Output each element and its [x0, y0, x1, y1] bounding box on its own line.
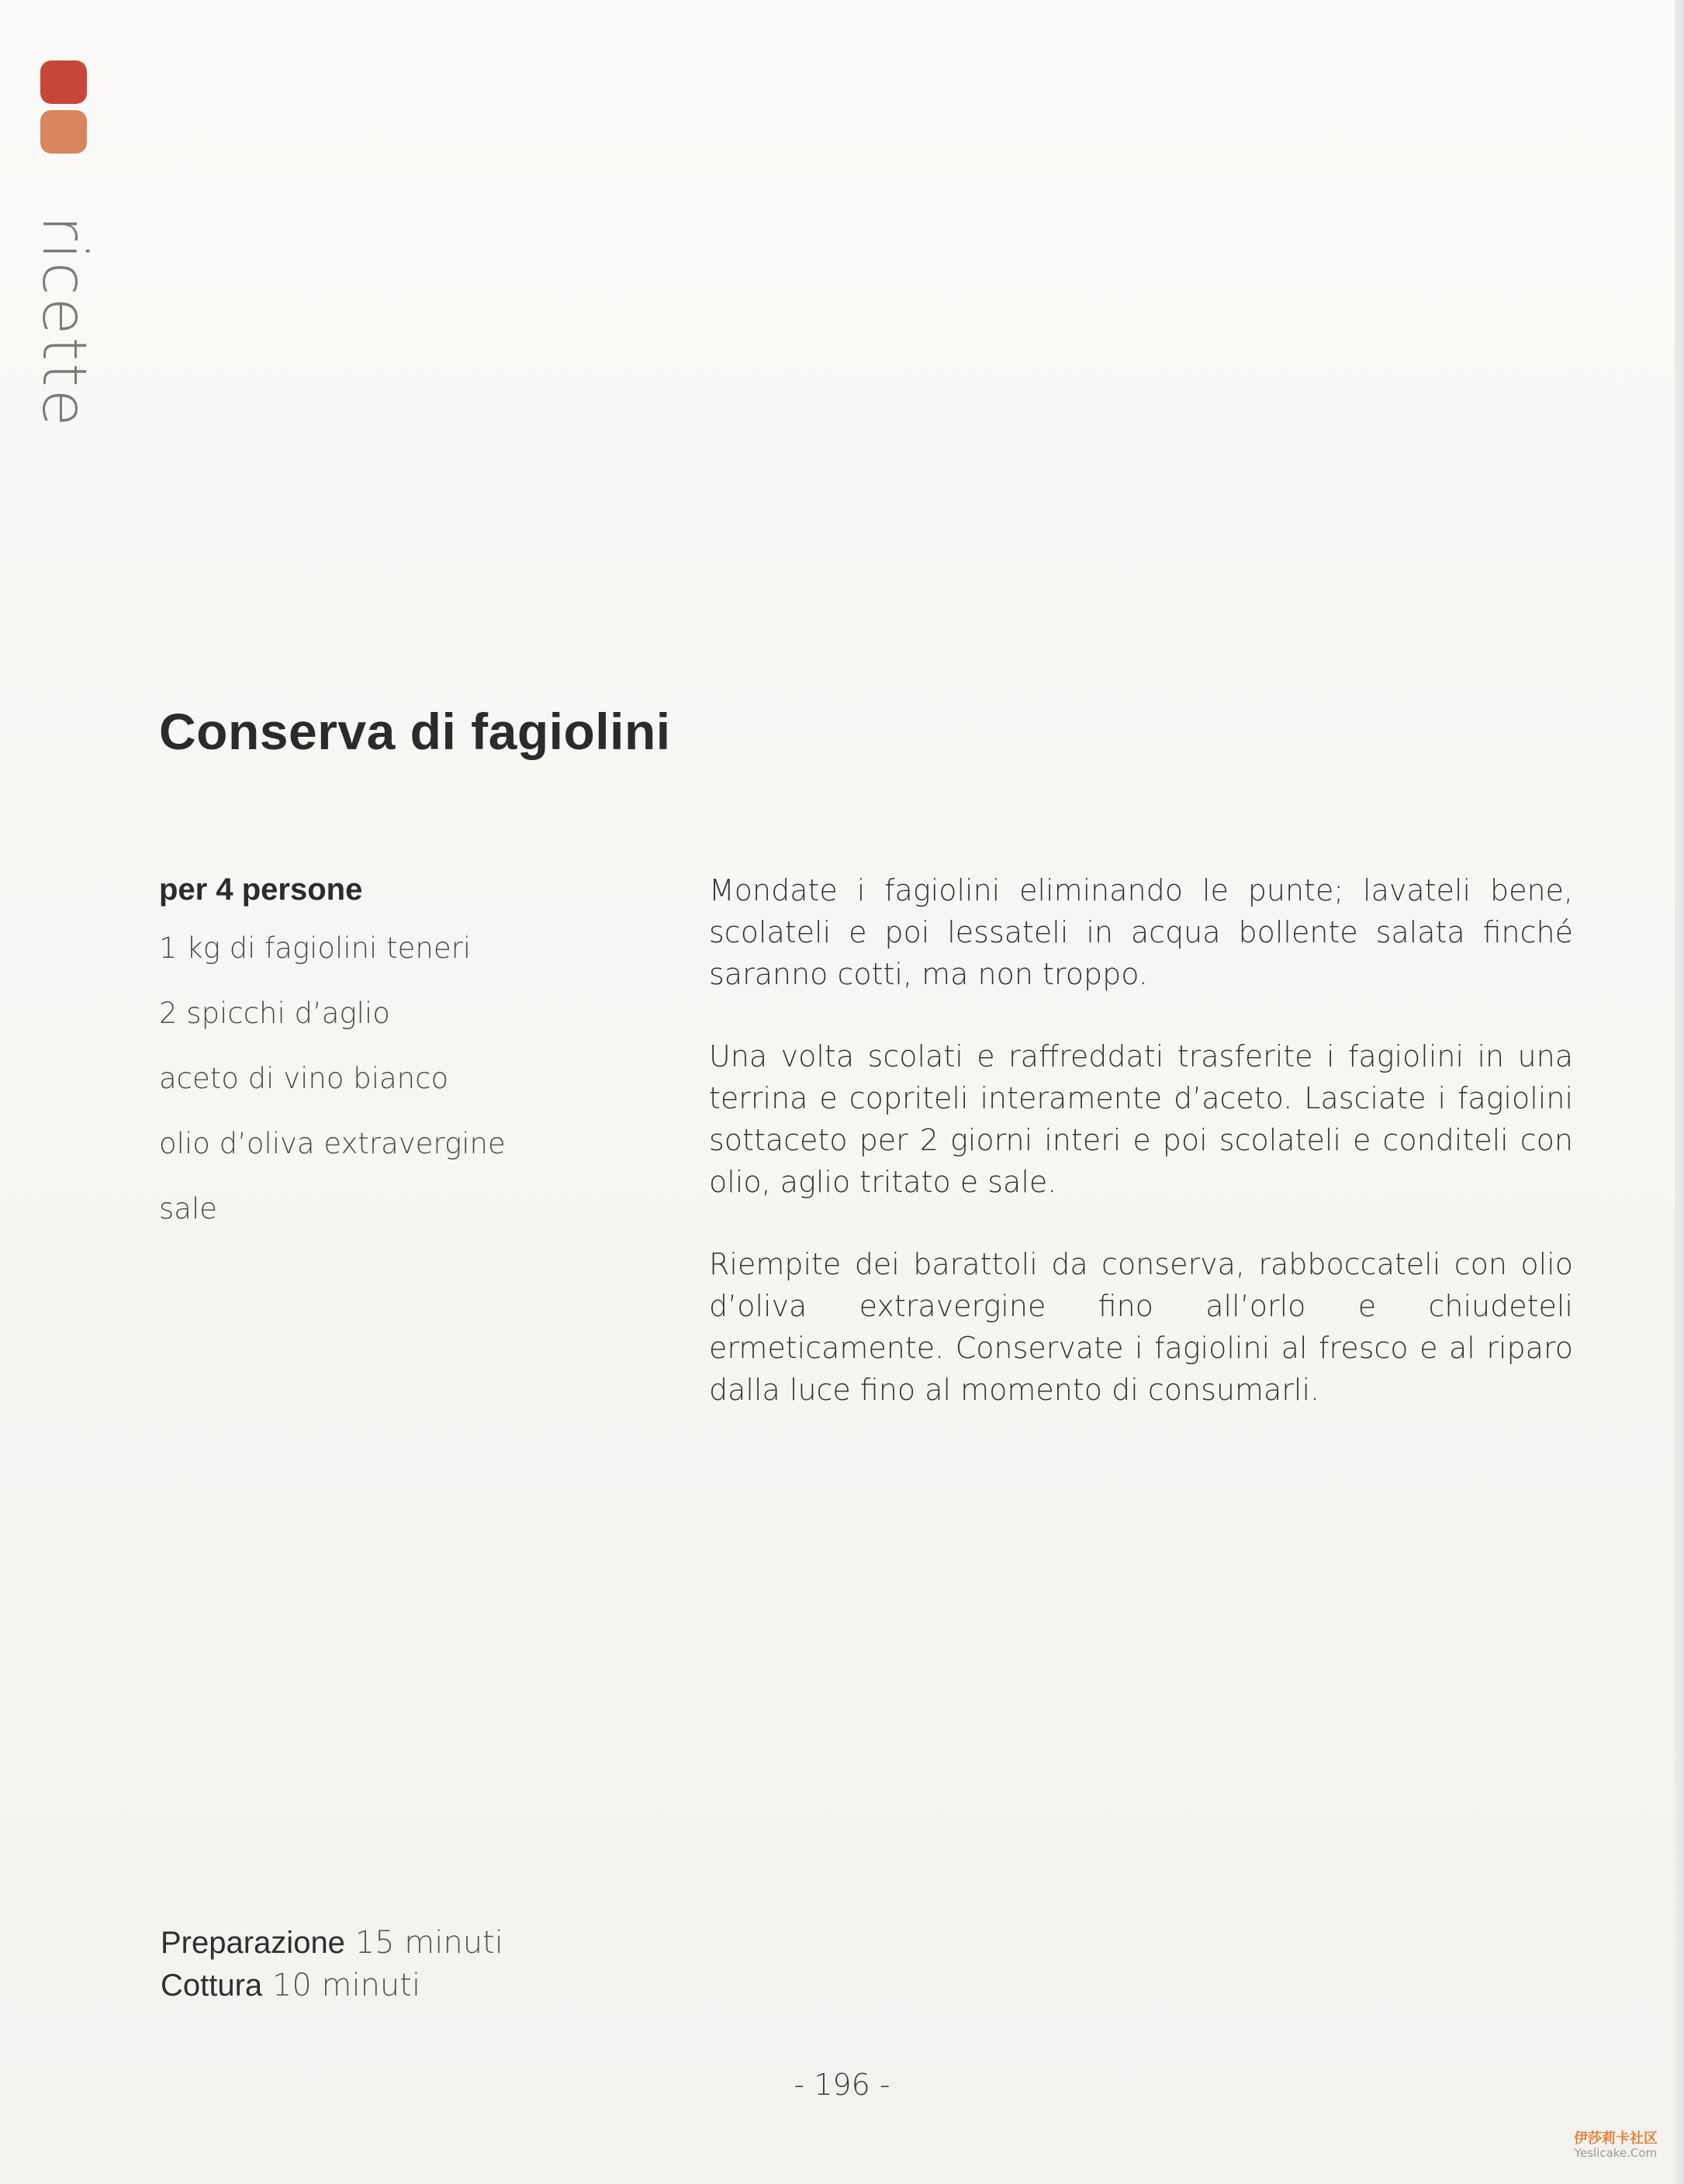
watermark-line2: Yeslicake.Com [1574, 2145, 1658, 2160]
ingredient-list [159, 928, 640, 1253]
recipe-title: Conserva di fagiolini [159, 703, 671, 760]
section-label-text: ricette [29, 216, 99, 429]
ingredient-item: olio d’oliva extravergine [159, 1127, 506, 1160]
preparation-value: 15 minuti [354, 1925, 503, 1961]
page-edge [1675, 0, 1684, 2184]
method-paragraph: Una volta scolati e raffreddati trasferite i fagiolini in una terrina e copriteli interamente d’aceto. Lasciate i fagiolini sottaceto per 2 giorni interi e poi scolateli e conditeli con olio, aglio tritato e sale. [709, 1039, 1573, 1199]
method-paragraph: Riempite dei barattoli da conserva, rabboccateli con olio d’oliva extravergine fino all’orlo e chiudeteli ermeticamente. Conservate i fagiolini al fresco e al riparo dalla luce fino al momento di consumarli. [709, 1247, 1573, 1407]
method-paragraph: Mondate i fagiolini eliminando le punte; lavateli bene, scolateli e poi lessateli in acqua bollente salata finché saranno cotti, ma non troppo. [709, 873, 1573, 991]
cooking-time [161, 1965, 503, 2007]
section-label [29, 216, 99, 495]
watermark [1574, 2131, 1658, 2159]
ingredient-item: 2 spicchi d’aglio [159, 997, 390, 1030]
ingredient-item: 1 kg di fagiolini teneri [159, 931, 472, 965]
servings: per 4 persone [159, 873, 363, 907]
ingredients-column [159, 873, 640, 1253]
section-marker-red [40, 60, 87, 104]
watermark-line1: 伊莎莉卡社区 [1574, 2130, 1658, 2147]
preparation-time [161, 1922, 503, 1965]
section-tab [29, 60, 99, 429]
method-column [709, 869, 1573, 1451]
ingredient-item: aceto di vino bianco [159, 1062, 449, 1095]
times-block [161, 1922, 503, 2007]
preparation-label: Preparazione [161, 1926, 345, 1960]
page-number: - 196 - [794, 2068, 890, 2102]
cooking-value: 10 minuti [271, 1968, 421, 2003]
ingredient-item: sale [159, 1192, 217, 1225]
section-marker-orange [40, 110, 87, 154]
cooking-label: Cottura [161, 1968, 263, 2003]
